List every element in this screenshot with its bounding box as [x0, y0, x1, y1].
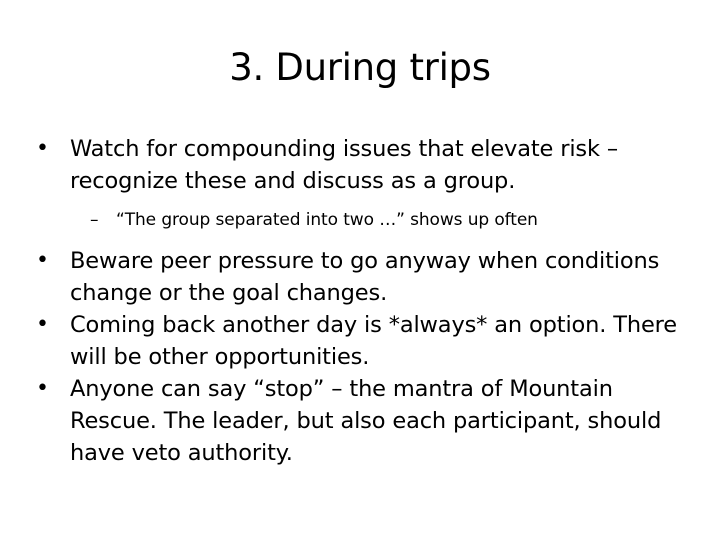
bullet-item: [36, 309, 686, 373]
slide-body: [36, 133, 686, 469]
bullet-text: Anyone can say “stop” – the mantra of Mountain Rescue. The leader, but also each participant, should have veto authority.: [70, 376, 662, 466]
bullet-marker: •: [36, 312, 49, 337]
sub-bullet-marker: –: [90, 210, 99, 230]
bullet-item: [36, 245, 686, 309]
bullet-item: [36, 373, 686, 469]
slide-title: 3. During trips: [229, 46, 491, 89]
sub-bullet-text: “The group separated into two …” shows up often: [116, 210, 538, 230]
bullet-marker: •: [36, 376, 49, 401]
bullet-marker: •: [36, 136, 49, 161]
bullet-text: Beware peer pressure to go anyway when conditions change or the goal changes.: [70, 248, 660, 306]
sub-bullet-item: [90, 208, 686, 232]
bullet-text: Watch for compounding issues that elevate risk – recognize these and discuss as a group.: [70, 136, 618, 194]
bullet-item: [36, 133, 686, 197]
bullet-text: Coming back another day is *always* an option. There will be other opportunities.: [70, 312, 677, 370]
bullet-marker: •: [36, 248, 49, 273]
